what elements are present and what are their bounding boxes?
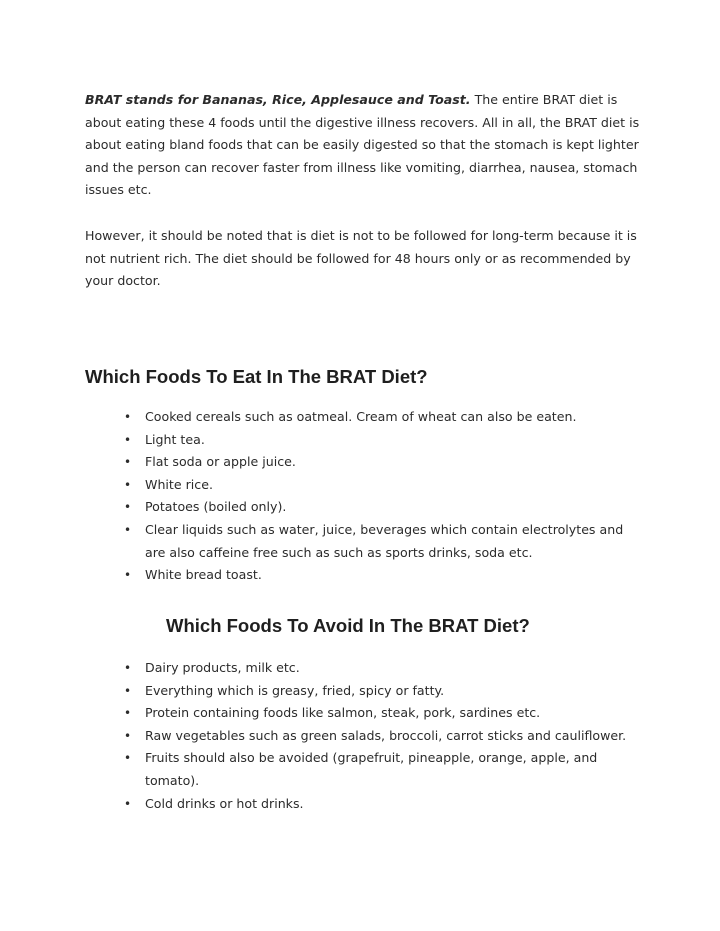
avoid-heading: Which Foods To Avoid In The BRAT Diet? (166, 615, 530, 636)
avoid-list-item: • Protein containing foods like salmon, steak, pork, sardines etc. (120, 702, 640, 725)
eat-heading: Which Foods To Eat In The BRAT Diet? (85, 366, 428, 387)
avoid-list (120, 657, 640, 815)
intro-body: The entire BRAT diet is about eating these 4 foods until the digestive illness recovers. All in all, the BRAT diet is about eating bland foods that can be easily digested so that the stomach is kept lighter and the person can recover faster from illness like vomiting, diarrhea, nausea, stomach issues etc. (85, 92, 640, 198)
avoid-list-item: • Raw vegetables such as green salads, broccoli, carrot sticks and cauliflower. (120, 725, 640, 748)
eat-list-item: • White rice. (120, 474, 640, 497)
bullet-icon: • (124, 432, 132, 447)
bullet-icon: • (124, 500, 132, 515)
bullet-icon: • (124, 751, 132, 766)
avoid-list-item: • Fruits should also be avoided (grapefruit, pineapple, orange, apple, and tomato). (120, 747, 640, 792)
bullet-icon: • (124, 455, 132, 470)
eat-list-item: • Cooked cereals such as oatmeal. Cream of wheat can also be eaten. (120, 406, 640, 429)
avoid-list-item: • Cold drinks or hot drinks. (120, 793, 640, 816)
intro-paragraph (85, 89, 645, 202)
bullet-icon: • (124, 683, 132, 698)
bullet-icon: • (124, 477, 132, 492)
avoid-list-item: • Dairy products, milk etc. (120, 657, 640, 680)
bullet-icon: • (124, 410, 132, 424)
intro-lead: BRAT stands for Bananas, Rice, Applesauce and Toast. (85, 92, 471, 107)
bullet-icon: • (124, 796, 132, 811)
eat-list-item: • Clear liquids such as water, juice, beverages which contain electrolytes and are also caffeine free such as such as sports drinks, soda etc. (120, 519, 640, 564)
bullet-icon: • (124, 728, 132, 743)
eat-list (120, 406, 640, 587)
bullet-icon: • (124, 661, 132, 675)
eat-list-item: • Light tea. (120, 429, 640, 452)
eat-list-item: • Potatoes (boiled only). (120, 496, 640, 519)
eat-list-item: • White bread toast. (120, 564, 640, 587)
avoid-list-item: • Everything which is greasy, fried, spicy or fatty. (120, 680, 640, 703)
eat-list-item: • Flat soda or apple juice. (120, 451, 640, 474)
bullet-icon: • (124, 706, 132, 721)
bullet-icon: • (124, 568, 132, 583)
bullet-icon: • (124, 522, 132, 537)
note-paragraph: However, it should be noted that is diet is not to be followed for long-term because it is not nutrient rich. The diet should be followed for 48 hours only or as recommended by your doctor. (85, 228, 637, 289)
